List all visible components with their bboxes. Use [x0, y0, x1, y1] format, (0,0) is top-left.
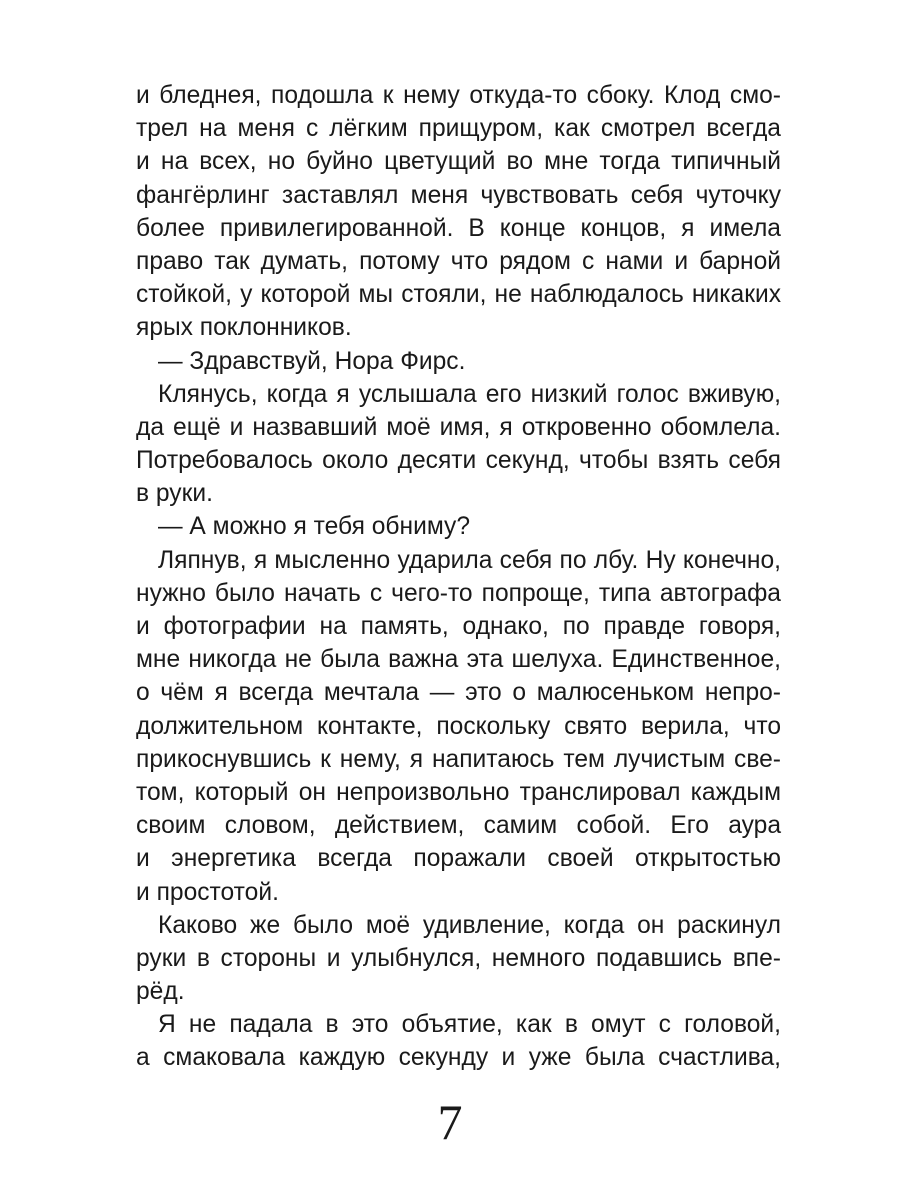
text-line: ярых поклонников. — [136, 314, 352, 342]
text-line: рёд. — [136, 978, 185, 1006]
text-line: Я не падала в это объятие, как в омут с головой, — [158, 1011, 781, 1039]
text-line: руки в стороны и улыбнулся, немного подавшись впе- — [136, 944, 781, 972]
text-line: и фотографии на память, однако, по правде говоря, — [136, 613, 781, 640]
dialogue-line: — А можно я тебя обниму? — [158, 513, 470, 541]
text-line: право так думать, потому что рядом с нами и барной — [136, 247, 781, 275]
text-line: Каково же было моё удивление, когда он раскинул — [158, 911, 781, 939]
text-line: о чём я всегда мечтала — это о малюсеньком непро- — [136, 679, 781, 707]
text-line: нужно было начать с чего-то попроще, типа автографа — [136, 579, 781, 607]
body-text — [136, 79, 781, 1075]
text-line: а смаковала каждую секунду и уже была счастлива, — [136, 1044, 781, 1072]
text-line: и простотой. — [136, 878, 279, 906]
text-line: стойкой, у которой мы стояли, не наблюдалось никаких — [136, 281, 781, 309]
text-line: том, который он непроизвольно транслировал каждым — [136, 778, 781, 806]
text-line: своим словом, действием, самим собой. Его аура — [136, 812, 781, 840]
dialogue-line: — Здравствуй, Нора Фирс. — [158, 347, 466, 375]
text-line: да ещё и назвавший моё имя, я откровенно обомлела. — [136, 413, 781, 441]
text-line: и на всех, но буйно цветущий во мне тогда типичный — [136, 148, 781, 176]
text-line: более привилегированной. В конце концов, я имела — [136, 214, 781, 242]
text-line: должительном контакте, поскольку свято верила, что — [136, 712, 781, 740]
text-line: в руки. — [136, 480, 213, 508]
text-line: и энергетика всегда поражали своей открытостью — [136, 845, 781, 873]
text-line: мне никогда не была важна эта шелуха. Единственное, — [136, 646, 781, 674]
text-line: Клянусь, когда я услышала его низкий голос вживую, — [158, 380, 781, 408]
text-line: трел на меня с лёгким прищуром, как смотрел всегда — [136, 115, 781, 143]
text-line: Ляпнув, я мысленно ударила себя по лбу. Ну конечно, — [158, 546, 781, 574]
text-line: фангёрлинг заставлял меня чувствовать себя чуточку — [136, 181, 781, 209]
text-line: прикоснувшись к нему, я напитаюсь тем лучистым све- — [136, 745, 781, 773]
text-line: Потребовалось около десяти секунд, чтобы взять себя — [136, 447, 781, 475]
text-line: и бледнея, подошла к нему откуда-то сбоку. Клод смо- — [136, 82, 781, 109]
page-number: 7 — [437, 1094, 463, 1150]
